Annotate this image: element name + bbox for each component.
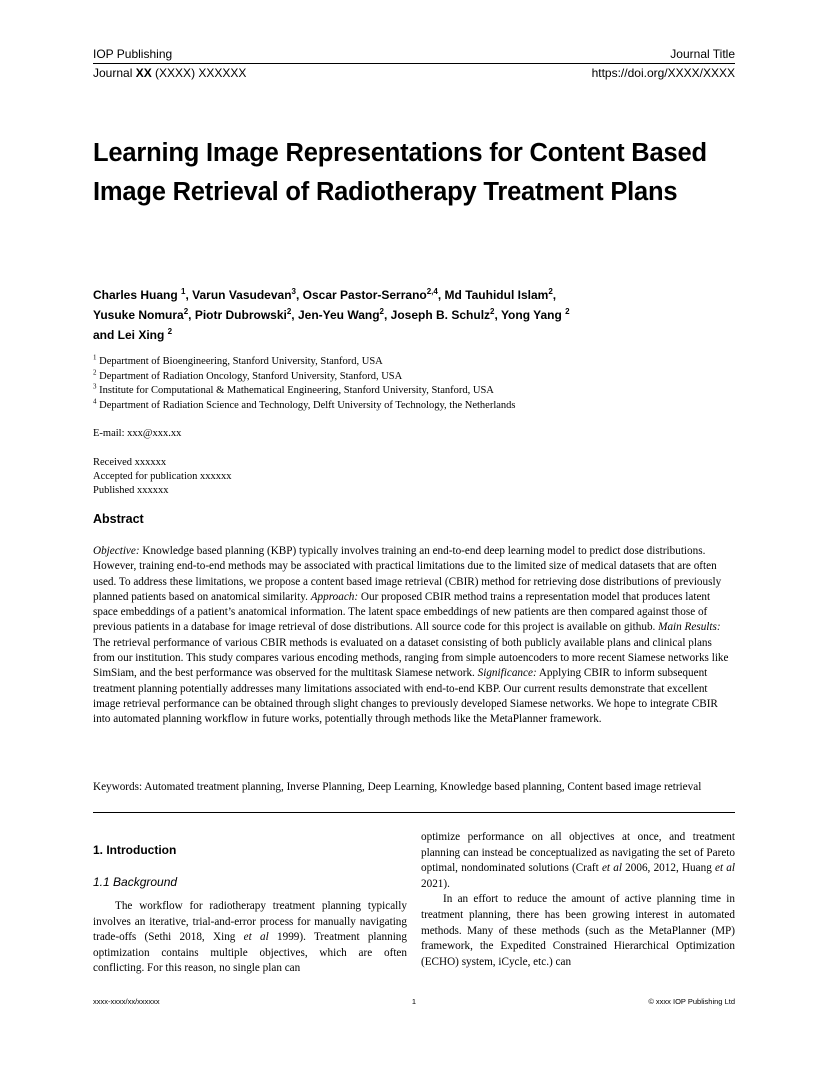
copyright: © xxxx IOP Publishing Ltd (648, 997, 735, 1006)
abstract-body: Objective: Knowledge based planning (KBP) typically involves training an end-to-end deep learning model to predict dose distributions. However, training end-to-end methods may be associated with practical limitations due to the limited size of medical datasets that are often used. To address these limitations, we propose a content based image retrieval (CBIR) method for retrieving dose distributions of previously planned patients based on anatomical similarity. Approach: Our proposed CBIR method trains a representation model that produces latent space embeddings of a patient’s anatomical information. The latent space embeddings of new patients are then compared against those of previous patients in a database for image retrieval of dose distributions. All source code for this project is available on github. Main Results: The retrieval performance of various CBIR methods is evaluated on a dataset consisting of both publicly available plans and clinical plans from our institution. This study compares various encoding methods, ranging from simple autoencoders to more recent Siamese networks like SimSiam, and the best performance was observed for the multitask Siamese network. Significance: Applying CBIR to inform subsequent treatment planning potentially addresses many limitations associated with end-to-end KBP. Our current results demonstrate that excellent image retrieval performance can be obtained through slight changes to previously developed Siamese networks. We hope to integrate CBIR into automated planning workflow in future works, potentially through methods like the MetaPlanner framework. (93, 545, 729, 726)
intro-right-paragraph: In an effort to reduce the amount of active planning time in treatment planning, there has been growing interest in automated methods. Many of these methods (such as the MetaPlanner (MP) framework, the Expedited Constrained Hierarchical Optimization (ECHO) system, iCycle, etc.) can (421, 893, 735, 968)
keywords-rule (93, 812, 735, 813)
affiliation: $^2$ Department of Radiation Oncology, Stanford University, Stanford, USA (93, 368, 403, 382)
affiliation: $^3$ Institute for Computational & Mathematical Engineering, Stanford University, Stanford, USA (93, 382, 494, 396)
received-date: Received xxxxxx (93, 457, 167, 468)
author: and Lei Xing $^2$ (93, 327, 173, 342)
paper-title: Learning Image Representations for Content Based Image Retrieval of Radiotherapy Treatment Plans (93, 139, 707, 206)
author: Jen-Yeu Wang$^2$, (297, 307, 391, 322)
header-rule (93, 63, 735, 64)
article-code: xxxx-xxxx/xx/xxxxxx (93, 997, 160, 1006)
section-heading: 1. Introduction (93, 843, 177, 857)
publication-dates (93, 456, 232, 498)
published-date: Published xxxxxx (93, 485, 169, 496)
author-list (93, 285, 743, 345)
journal-title: Journal Title (670, 47, 735, 61)
subsection-heading: 1.1 Background (93, 875, 178, 889)
publisher-name: IOP Publishing (93, 47, 173, 61)
intro-left-paragraph: The workflow for radiotherapy treatment planning typically involves an iterative, trial-and-error process for manually navigating trade-offs (Sethi 2018, Xing et al 1999). Treatment planning optimization contains multiple objectives, which are often conflicting. For this reason, no single plan can (93, 900, 407, 975)
author: Oscar Pastor-Serrano$^{2,4}$, (302, 287, 445, 302)
author: Varun Vasudevan$^3$, (192, 287, 303, 302)
author: Charles Huang $^1$, (93, 287, 193, 302)
author: Yong Yang $^2$ (500, 307, 570, 322)
journal-citation: Journal XX (XXXX) XXXXXX (93, 66, 247, 80)
author: Joseph B. Schulz$^2$, (390, 307, 501, 322)
affiliation-list (93, 355, 743, 413)
affiliation: $^4$ Department of Radiation Science and Technology, Delft University of Technology, the Netherlands (93, 397, 516, 411)
contact-email: E-mail: xxx@xxx.xx (93, 428, 182, 439)
page-number: 1 (411, 997, 417, 1006)
intro-right-paragraph: optimize performance on all objectives at once, and treatment planning can instead be conceptualized as navigating the set of Pareto optimal, nondominated solutions (Craft et al 2006, 2012, Huang et al 2021). (421, 831, 736, 890)
keywords: Keywords: Automated treatment planning, Inverse Planning, Deep Learning, Knowledge based planning, Content based image retrieval (93, 781, 702, 793)
author: Piotr Dubrowski$^2$, (194, 307, 298, 322)
affiliation: $^1$ Department of Bioengineering, Stanford University, Stanford, USA (93, 353, 383, 367)
author: Md Tauhidul Islam$^2$, (444, 287, 557, 302)
accepted-date: Accepted for publication xxxxxx (93, 471, 232, 482)
doi-link[interactable]: https://doi.org/XXXX/XXXX (591, 66, 735, 80)
abstract-heading: Abstract (93, 512, 144, 526)
intro-right-column (421, 830, 735, 970)
author: Yusuke Nomura$^2$, (93, 307, 195, 322)
